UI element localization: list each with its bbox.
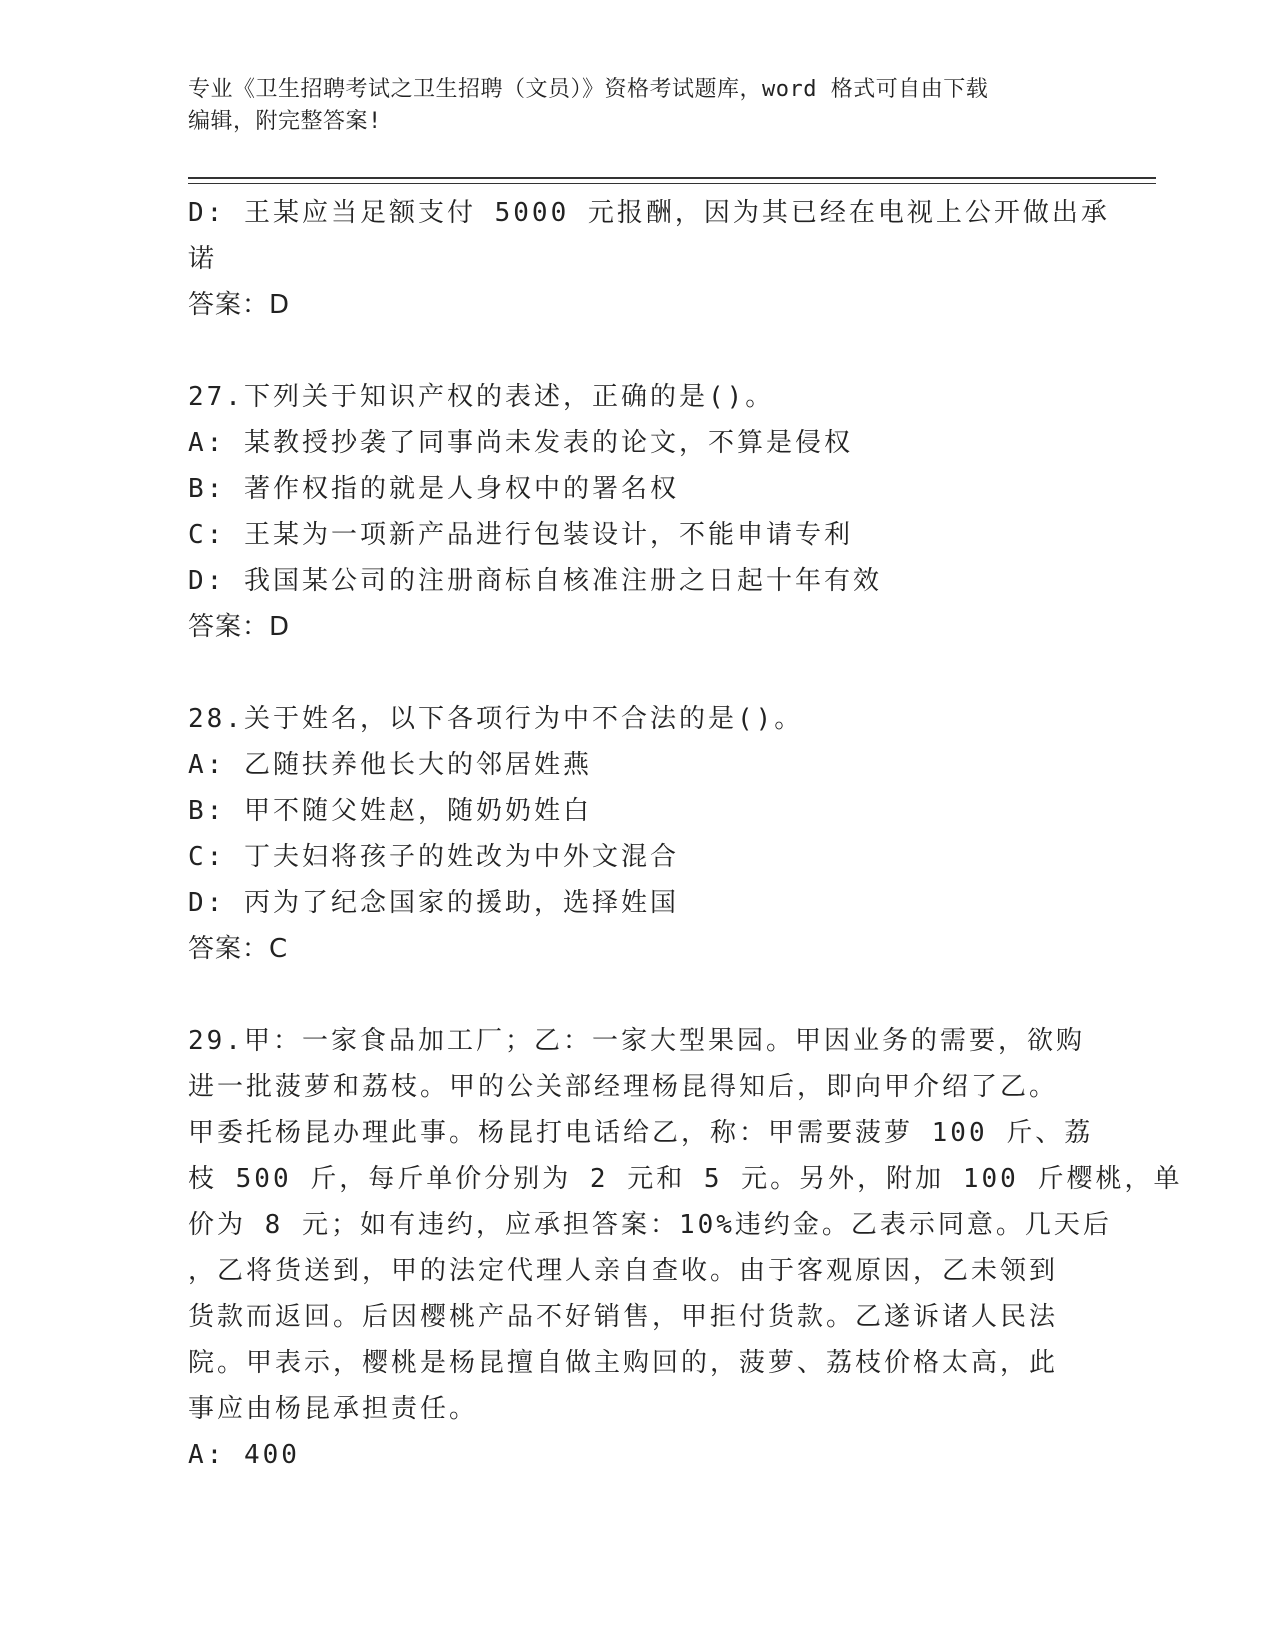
q26-option-d-line-2: 诺 xyxy=(188,244,218,274)
spacer xyxy=(188,650,1068,696)
q29-stem-line-1: 29.甲：一家食品加工厂；乙：一家大型果园。甲因业务的需要，欲购 xyxy=(188,1026,1085,1056)
q28-option-a: A: 乙随扶养他长大的邻居姓燕 xyxy=(188,750,592,780)
q28-option-c: C: 丁夫妇将孩子的姓改为中外文混合 xyxy=(188,842,679,872)
question-content xyxy=(188,190,1183,1478)
q29-stem-line-8: 院。甲表示，樱桃是杨昆擅自做主购回的，菠萝、荔枝价格太高，此 xyxy=(188,1348,1059,1378)
q29-option-a: A: 400 xyxy=(188,1440,300,1470)
header-divider xyxy=(188,177,1156,179)
q26-answer: 答案：D xyxy=(188,290,291,320)
q29-stem-line-3: 甲委托杨昆办理此事。杨昆打电话给乙，称：甲需要菠萝 100 斤、荔 xyxy=(188,1118,1094,1148)
header-line-2: 编辑，附完整答案! xyxy=(188,109,382,134)
q29-stem-line-9: 事应由杨昆承担责任。 xyxy=(188,1394,479,1424)
q28-option-b: B: 甲不随父姓赵，随奶奶姓白 xyxy=(188,796,592,826)
q29-stem-line-2: 进一批菠萝和荔枝。甲的公关部经理杨昆得知后，即向甲介绍了乙。 xyxy=(188,1072,1059,1102)
page-header xyxy=(188,74,1088,138)
q27-answer: 答案：D xyxy=(188,612,291,642)
q29-stem-line-4: 枝 500 斤，每斤单价分别为 2 元和 5 元。另外，附加 100 斤樱桃，单 xyxy=(188,1164,1183,1194)
q28-stem: 28.关于姓名，以下各项行为中不合法的是()。 xyxy=(188,704,804,734)
header-divider-thin xyxy=(188,183,1156,184)
q29-stem-line-6: ，乙将货送到，甲的法定代理人亲自查收。由于客观原因，乙未领到 xyxy=(188,1256,1059,1286)
q29-stem-line-7: 货款而返回。后因樱桃产品不好销售，甲拒付货款。乙遂诉诸人民法 xyxy=(188,1302,1059,1332)
q27-option-b: B: 著作权指的就是人身权中的署名权 xyxy=(188,474,679,504)
q27-option-d: D: 我国某公司的注册商标自核准注册之日起十年有效 xyxy=(188,566,882,596)
q28-option-d: D: 丙为了纪念国家的援助，选择姓国 xyxy=(188,888,679,918)
spacer xyxy=(188,972,1068,1018)
q27-option-c: C: 王某为一项新产品进行包装设计，不能申请专利 xyxy=(188,520,853,550)
q27-option-a: A: 某教授抄袭了同事尚未发表的论文，不算是侵权 xyxy=(188,428,853,458)
header-line-1: 专业《卫生招聘考试之卫生招聘（文员）》资格考试题库，word 格式可自由下载 xyxy=(188,77,989,102)
spacer xyxy=(188,328,1068,374)
q27-stem: 27.下列关于知识产权的表述，正确的是()。 xyxy=(188,382,775,412)
q29-stem-line-5: 价为 8 元；如有违约，应承担答案：10%违约金。乙表示同意。几天后 xyxy=(188,1210,1112,1240)
q28-answer: 答案：C xyxy=(188,934,289,964)
q26-option-d-line-1: D: 王某应当足额支付 5000 元报酬，因为其已经在电视上公开做出承 xyxy=(188,198,1110,228)
